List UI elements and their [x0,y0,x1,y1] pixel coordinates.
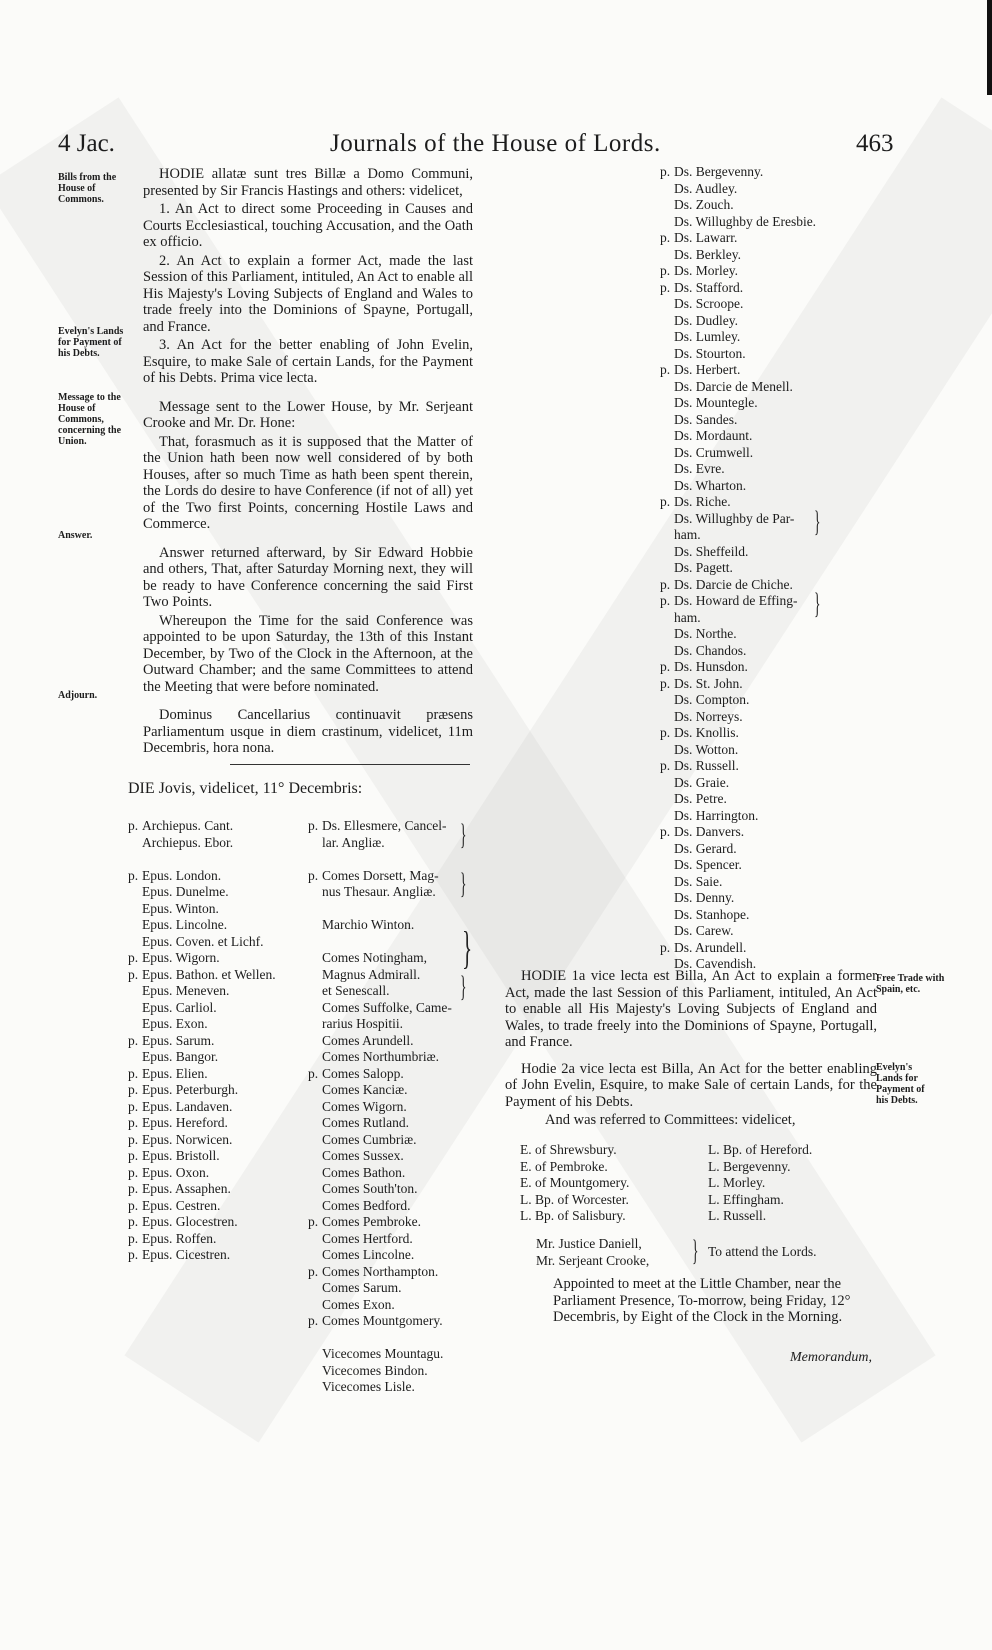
attendance-entry [308,1033,488,1050]
member-name: Epus. Bathon. et Wellen. [142,966,276,982]
attendance-entry [660,791,840,808]
member-name: Ds. Lumley. [674,329,741,344]
committee-member: L. Russell. [708,1208,767,1223]
present-mark: p. [308,818,319,833]
member-name: Ds. Northe. [674,626,737,641]
present-mark: p. [128,1214,139,1229]
attendance-entry [308,1363,488,1380]
member-name: ham. [674,609,701,625]
attendance-entry [128,1181,308,1198]
judges-block [536,1234,699,1269]
attendance-entry [660,775,840,792]
member-name: Ds. Wotton. [674,741,739,757]
member-name: Comes Bedford. [322,1197,411,1213]
member-name: Epus. Winton. [142,900,219,916]
attendance-entry [308,1313,488,1330]
present-mark: p. [128,1065,139,1081]
present-mark: p. [128,1230,139,1246]
present-mark: p. [308,1263,319,1279]
present-mark: p. [128,1115,139,1130]
attendance-entry [660,857,840,874]
margin-note-answer: Answer. [58,530,93,541]
present-mark: p. [128,1247,139,1262]
attendance-entry [660,329,840,346]
attendance-entry [308,1181,488,1198]
margin-note-evelyn-2: Evelyn's Lands for Payment of his Debts. [876,1062,925,1106]
member-name: Ds. Zouch. [674,197,734,212]
member-name: Epus. Assaphen. [142,1181,231,1196]
present-mark: p. [660,263,671,278]
brace: } [813,505,821,538]
page-number: 463 [856,130,894,157]
attendance-entry [128,967,308,984]
present-mark: p. [660,279,671,295]
brace: } [813,587,821,620]
present-mark: p. [660,576,671,592]
present-mark: p. [308,1065,319,1081]
paragraph-first-reading: HODIE 1a vice lecta est Billa, An Act to explain a former Act, made the last Session of this Parliament, intituled, An Act to enable all His Majesty's Loving Subjects of England and Wales, to trade freely into the Dominions of Spayne, Portugall, and France. [505,968,877,1050]
committee-member: L. Bp. of Hereford. [708,1142,813,1157]
regnal-year: 4 Jac. [58,130,115,157]
member-name: Ds. Lawarr. [674,230,738,245]
member-name: Ds. Carew. [674,923,734,938]
member-name: Epus. London. [142,867,222,883]
present-mark: p. [128,1148,139,1163]
member-name: Ds. Stanhope. [674,906,750,922]
present-mark: p. [308,1214,319,1229]
attendance-entry [660,659,840,676]
attendance-entry [308,1346,488,1363]
member-name: Ds. Darcie de Menell. [674,378,793,394]
attendance-entry [308,1264,488,1281]
member-name: Ds. Pagett. [674,560,733,575]
paragraph-act-1: 1. An Act to direct some Proceeding in Causes and Courts Ecclesiastical, touching Accusation, and the Oath ex officio. [143,201,473,250]
attendance-entry [128,1033,308,1050]
brace: } [691,1234,699,1267]
attendance-entry [128,1049,308,1066]
attendance-entry [308,1066,488,1083]
member-name: Comes Cumbriæ. [322,1131,417,1147]
present-mark: p. [660,494,671,509]
member-name: Comes Exon. [322,1296,395,1312]
member-name: Ds. Arundell. [674,939,747,955]
attend-lords: To attend the Lords. [708,1244,817,1259]
attendance-entry [128,1099,308,1116]
attendance-entry [660,758,840,775]
attendance-entry [128,884,308,901]
member-name: Ds. Riche. [674,494,731,509]
member-name: Magnus Admirall. [322,966,421,982]
member-name: Ds. Wharton. [674,477,747,493]
attendance-entry [660,940,840,957]
member-name: Ds. Hunsdon. [674,659,748,674]
margin-note-evelyn: Evelyn's Lands for Payment of his Debts. [58,326,124,359]
attendance-entry [128,1247,308,1264]
paragraph-act-3: 3. An Act for the better enabling of John Evelin, Esquire, to make Sale of certain Lands, for the Payment of his Debts. Prima vice lecta. [143,337,473,386]
paragraph-committees: And was referred to Committees: videlicet, [545,1112,796,1128]
committee-member: L. Bp. of Salisbury. [520,1208,626,1223]
member-name: Ds. Chandos. [674,642,747,658]
present-mark: p. [128,1082,139,1097]
attendance-entry [308,917,488,934]
attendance-entry [308,1099,488,1116]
attendance-entry [308,1016,488,1033]
member-name: Ds. Petre. [674,791,727,806]
attendance-entry [128,851,308,868]
member-name: Epus. Exon. [142,1016,208,1031]
member-name: Archiepus. Cant. [142,818,234,833]
attendance-entry [128,1115,308,1132]
committee-member: E. of Shrewsbury. [520,1142,617,1157]
attendance-list-barons [660,164,840,973]
present-mark: p. [308,1313,319,1328]
member-name: Epus. Roffen. [142,1230,217,1246]
attendance-entry [660,478,840,495]
attendance-entry [128,917,308,934]
attendance-entry [660,643,840,660]
member-name: Comes Bathon. [322,1164,406,1180]
member-name: Epus. Cicestren. [142,1247,231,1262]
paragraph-answer: Answer returned afterward, by Sir Edward Hobbie and others, That, after Saturday Morning next, they will be ready to have Conference concerning the said First Two Points. [143,544,473,610]
paragraph-union: That, forasmuch as it is supposed that the Matter of the Union hath been now well considered of by both Houses, after so much Time as hath been spent therein, the Lords do desire to have Conference (if not of all) yet of the Two first Points, concerning Hostile Laws and Commerce. [143,433,473,532]
member-name: Ds. Willughby de Par- [674,510,795,526]
attendance-entry [660,412,840,429]
committees-list-left [520,1142,700,1225]
member-name: Archiepus. Ebor. [142,834,234,850]
attendance-entry [128,835,308,852]
member-name: Comes Dorsett, Mag- [322,867,439,883]
member-name: Ds. Stourton. [674,345,746,361]
attendance-entry [660,874,840,891]
paragraph-conference: Whereupon the Time for the said Conference was appointed to be upon Saturday, the 13th of this Instant December, by Two of the Clock in the Afternoon, at the Outward Chamber; and the same Committees to attend the Meeting that were before nominated. [143,612,473,695]
member-name: Comes Salopp. [322,1065,404,1081]
member-name: Ds. Sandes. [674,411,738,427]
brace: } [459,970,467,1003]
member-name: Epus. Meneven. [142,983,230,998]
right-column-text [505,968,877,1131]
member-name: Ds. Mountegle. [674,395,758,410]
attendance-entry [660,379,840,396]
committees-list-right [708,1142,888,1225]
present-mark: p. [128,1032,139,1048]
attendance-entry [660,296,840,313]
member-name: Epus. Landaven. [142,1098,233,1114]
member-name: Comes South'ton. [322,1181,418,1196]
attendance-entry [128,1231,308,1248]
attendance-entry [308,1115,488,1132]
committee-member: L. Morley. [708,1175,766,1190]
attendance-entry [128,950,308,967]
member-name: Epus. Wigorn. [142,950,220,965]
member-name: Epus. Peterburgh. [142,1082,239,1097]
committee-member: L. Bergevenny. [708,1158,791,1174]
member-name: Ds. Herbert. [674,362,741,377]
member-name: Epus. Carliol. [142,999,217,1015]
paragraph-adjourn: Dominus Cancellarius continuavit præsens Parliamentum usque in diem crastinum, videlicet, 11m Decembris, hora nona. [143,707,473,756]
member-name: Comes Arundell. [322,1032,414,1048]
committee-member: E. of Pembroke. [520,1158,608,1174]
member-name: Ds. Norreys. [674,708,743,724]
member-name: Epus. Oxon. [142,1164,210,1180]
member-name: Comes Pembroke. [322,1214,421,1229]
member-name: Ds. Stafford. [674,279,744,295]
present-mark: p. [128,1164,139,1180]
attendance-entry [660,725,840,742]
attendance-entry [308,1247,488,1264]
attendance-entry [308,934,488,951]
committee-member: L. Bp. of Worcester. [520,1191,629,1207]
attendance-entry [128,1082,308,1099]
present-mark: p. [660,659,671,674]
member-name: Comes Kanciæ. [322,1082,408,1097]
paragraph-second-reading: Hodie 2a vice lecta est Billa, An Act for the better enabling of John Evelin, Esquire, to make Sale of certain Lands, for the Payment of his Debts. [505,1060,877,1110]
attendance-entry [128,1066,308,1083]
member-name: Ds. Saie. [674,873,723,889]
member-name: Ds. Howard de Effing- [674,593,798,608]
present-mark: p. [128,1197,139,1213]
present-mark: p. [660,824,671,839]
member-name: Epus. Glocestren. [142,1214,238,1229]
attendance-entry [660,709,840,726]
attendance-entry [660,742,840,759]
attendance-entry [660,280,840,297]
member-name: Comes Lincolne. [322,1247,415,1262]
present-mark: p. [660,164,671,179]
attendance-entry [660,676,840,693]
member-name: Ds. Spencer. [674,857,742,872]
attendance-entry [128,1132,308,1149]
catchword: Memorandum, [790,1350,873,1365]
member-name: Epus. Dunelme. [142,884,229,899]
present-mark: p. [128,818,139,833]
member-name: Ds. Gerard. [674,840,737,856]
margin-note-bills: Bills from the House of Commons. [58,172,117,205]
present-mark: p. [128,1098,139,1114]
member-name: Ds. Crumwell. [674,444,754,460]
present-mark: p. [660,230,671,245]
present-mark: p. [660,939,671,955]
attendance-entry [128,1016,308,1033]
present-mark: p. [660,675,671,691]
justice-daniell: Mr. Justice Daniell, [536,1236,642,1251]
attendance-entry [308,1231,488,1248]
page-title: Journals of the House of Lords. [330,130,661,157]
appointed-block [553,1276,881,1328]
member-name: Ds. Russell. [674,758,739,773]
member-name: Ds. Danvers. [674,824,745,839]
member-name: Comes Northumbriæ. [322,1049,439,1064]
margin-note-message: Message to the House of Commons, concerning the Union. [58,392,122,447]
member-name: Vicecomes Bindon. [322,1362,428,1378]
member-name: Ds. Scroope. [674,296,744,311]
attendance-entry [308,1148,488,1165]
attendance-entry [128,868,308,885]
committee-member: E. of Mountgomery. [520,1175,630,1190]
member-name: Ds. Mordaunt. [674,428,753,443]
attendance-entry [660,461,840,478]
present-mark: p. [660,725,671,740]
attendance-entry [660,214,840,231]
member-name: Ds. Compton. [674,692,750,707]
member-name: Ds. Knollis. [674,725,739,740]
member-name: Epus. Bristoll. [142,1148,220,1163]
member-name: Ds. Darcie de Chiche. [674,576,793,592]
attendance-entry [128,934,308,951]
present-mark: p. [128,950,139,965]
attendance-entry [308,1049,488,1066]
attendance-entry [660,841,840,858]
attendance-entry [128,1198,308,1215]
attendance-entry [308,1082,488,1099]
attendance-entry [308,1280,488,1297]
attendance-entry [660,428,840,445]
member-name: Vicecomes Lisle. [322,1379,415,1394]
member-name: Comes Wigorn. [322,1098,407,1114]
present-mark: p. [660,593,671,608]
brace: } [459,818,467,851]
attendance-entry [128,1214,308,1231]
member-name: Epus. Bangor. [142,1049,219,1064]
member-name: Comes Sarum. [322,1280,402,1295]
member-name: Marchio Winton. [322,917,415,932]
member-name: nus Thesaur. Angliæ. [322,884,436,899]
attendance-entry [308,950,488,967]
member-name: Comes Suffolke, Came- [322,999,452,1015]
attendance-entry [308,851,488,868]
member-name: ham. [674,527,701,542]
member-name: Epus. Norwicen. [142,1131,233,1147]
present-mark: p. [308,867,319,883]
attendance-entry [128,1000,308,1017]
member-name: Comes Mountgomery. [322,1313,443,1328]
attendance-entry [660,362,840,379]
attendance-entry [660,181,840,198]
attendance-entry [660,824,840,841]
attendance-entry [660,263,840,280]
attendance-entry [660,907,840,924]
attendance-entry [660,395,840,412]
die-heading: DIE Jovis, videlicet, 11° Decembris: [128,780,363,797]
brace: } [462,922,473,973]
member-name: Epus. Coven. et Lichf. [142,933,264,949]
member-name: Ds. Cavendish. [674,956,757,971]
member-name: Comes Sussex. [322,1148,404,1163]
member-name: Comes Rutland. [322,1115,409,1130]
member-name: et Senescall. [322,983,390,998]
member-name: Ds. Denny. [674,890,735,905]
attendance-list-bishops [128,818,308,1264]
committee-member: L. Effingham. [708,1191,784,1207]
member-name: Epus. Elien. [142,1065,208,1081]
attendance-entry [660,230,840,247]
attendance-entry [308,1379,488,1396]
attendance-entry [308,1198,488,1215]
member-name: Ds. Bergevenny. [674,164,764,179]
present-mark: p. [128,1131,139,1147]
present-mark: p. [660,362,671,377]
member-name: Comes Notingham, [322,950,427,965]
attendance-entry [660,890,840,907]
margin-note-free-trade: Free Trade with Spain, etc. [876,973,945,995]
present-mark: p. [128,966,139,982]
section-rule [230,764,470,765]
attendance-entry [660,560,840,577]
attendance-entry [660,197,840,214]
attendance-entry [660,692,840,709]
attendance-list-earls [308,818,488,1396]
attendance-entry [128,1148,308,1165]
attendance-entry [128,901,308,918]
member-name: Epus. Lincolne. [142,917,228,932]
serjeant-crooke: Mr. Serjeant Crooke, [536,1252,650,1268]
member-name: Ds. Sheffeild. [674,543,749,559]
attendance-entry [308,1165,488,1182]
attendance-entry [660,346,840,363]
member-name: Ds. Berkley. [674,246,741,262]
member-name: Vicecomes Mountagu. [322,1346,444,1361]
attendance-entry [308,901,488,918]
left-column-text [143,166,473,759]
attendance-entry [660,808,840,825]
attendance-entry [308,1132,488,1149]
member-name: Ds. St. John. [674,675,743,691]
member-name: Ds. Graie. [674,774,730,790]
attendance-entry [660,313,840,330]
attendance-entry [660,923,840,940]
member-name: lar. Angliæ. [322,834,385,850]
paragraph-bills: HODIE allatæ sunt tres Billæ a Domo Communi, presented by Sir Francis Hastings and others: videlicet, [143,166,473,199]
present-mark: p. [128,1181,139,1196]
attendance-entry [660,247,840,264]
attendance-entry [660,445,840,462]
attendance-entry [308,1297,488,1314]
page-edge [987,0,992,95]
member-name: Ds. Dudley. [674,312,738,328]
paragraph-message: Message sent to the Lower House, by Mr. Serjeant Crooke and Mr. Dr. Hone: [143,398,473,431]
margin-note-adjourn: Adjourn. [58,690,98,701]
member-name: Comes Northampton. [322,1263,439,1279]
attendance-entry [128,983,308,1000]
attendance-entry [660,164,840,181]
attendance-entry [308,1214,488,1231]
present-mark: p. [128,867,139,883]
member-name: Ds. Willughby de Eresbie. [674,213,817,229]
member-name: Epus. Hereford. [142,1115,228,1130]
member-name: Ds. Morley. [674,263,738,278]
paragraph-act-2: 2. An Act to explain a former Act, made the last Session of this Parliament, intituled, An Act to enable all His Majesty's Loving Subjects of England and Wales to trade freely into the Dominions of Spayne, Portugall, and France. [143,252,473,335]
brace: } [459,867,467,900]
member-name: Ds. Audley. [674,180,738,196]
member-name: Epus. Sarum. [142,1032,215,1048]
attendance-entry [128,818,308,835]
member-name: Epus. Cestren. [142,1197,221,1213]
member-name: Ds. Harrington. [674,807,759,823]
member-name: rarius Hospitii. [322,1016,403,1031]
attendance-entry [660,544,840,561]
present-mark: p. [660,758,671,773]
member-name: Comes Hertford. [322,1230,413,1246]
member-name: Ds. Ellesmere, Cancel- [322,818,447,833]
member-name: Ds. Evre. [674,461,725,476]
attendance-entry [128,1165,308,1182]
paragraph-appointed: Appointed to meet at the Little Chamber, near the Parliament Presence, To-morrow, being Friday, 12° Decembris, by Eight of the Clock in the Morning. [553,1276,851,1325]
attendance-entry [308,1330,488,1347]
attendance-entry [660,626,840,643]
